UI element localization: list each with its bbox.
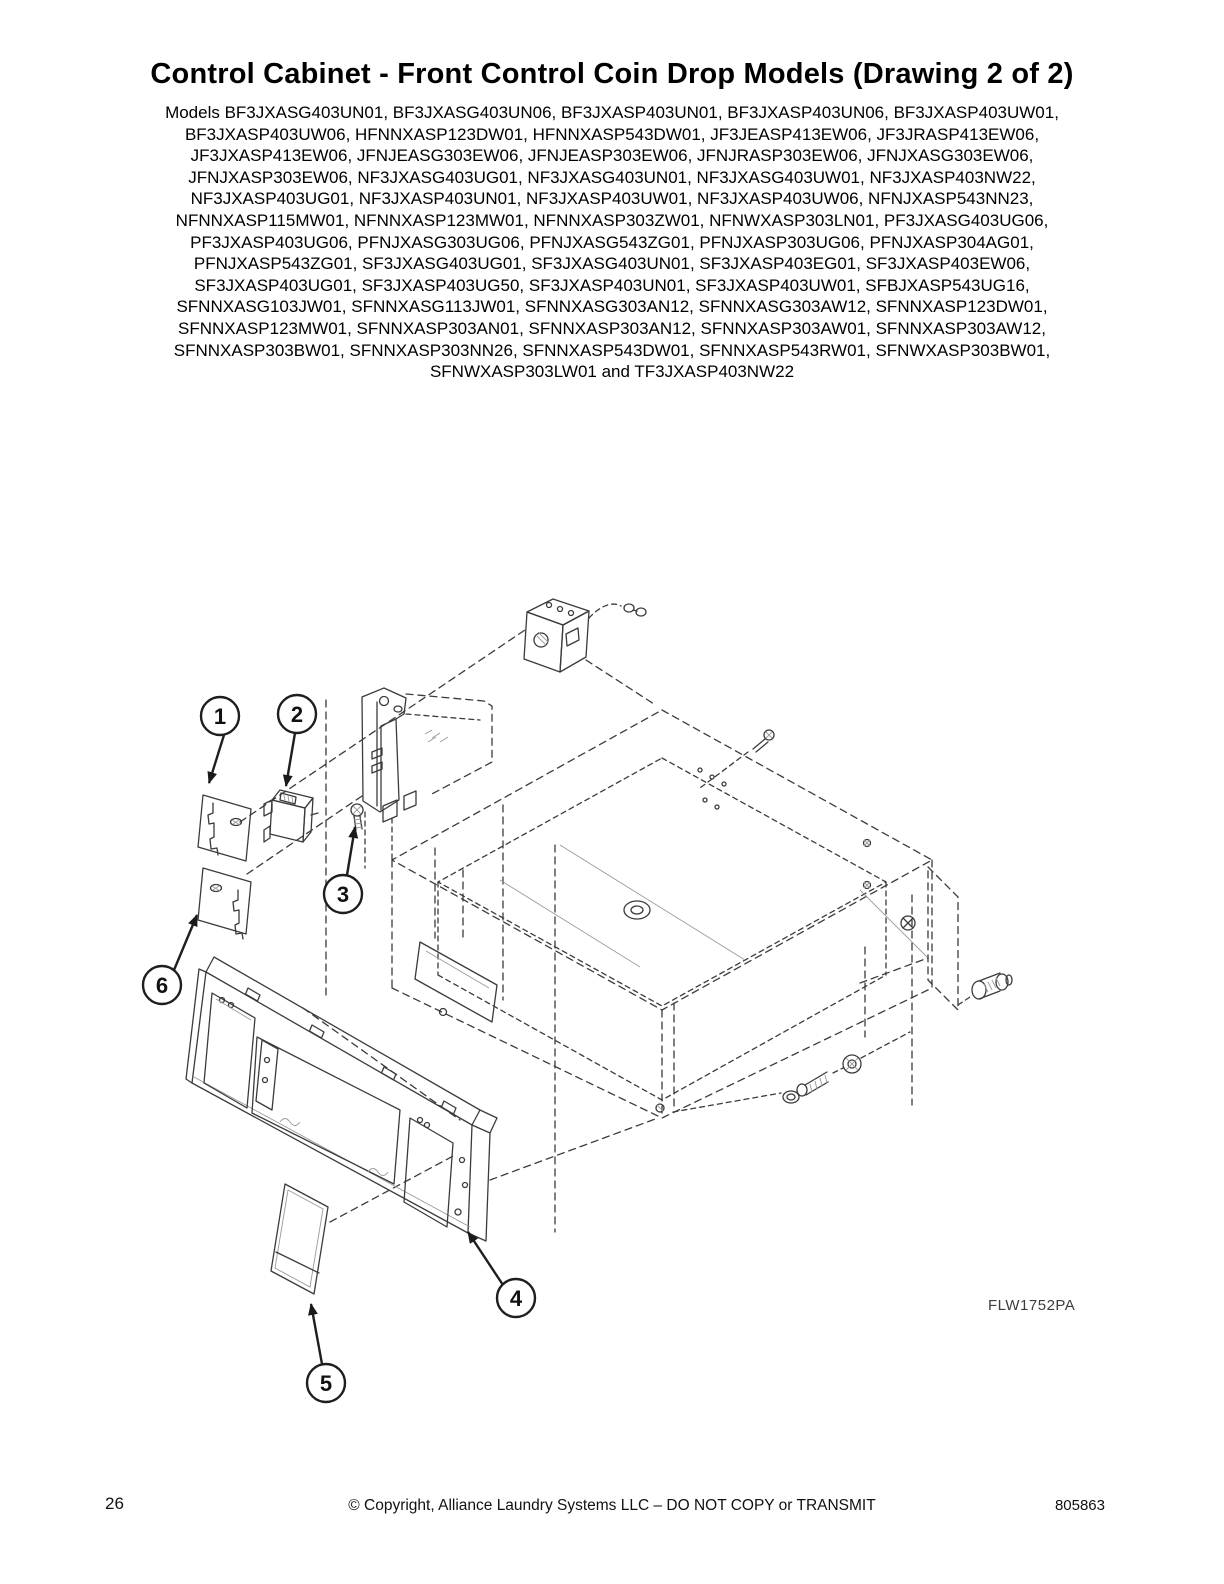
callout-6 [143, 915, 197, 1004]
model-list-line: PFNJXASP543ZG01, SF3JXASG403UG01, SF3JXASG403UN01, SF3JXASP403EG01, SF3JXASP403EW06, [193, 254, 1031, 274]
document-number: 805863 [1054, 1497, 1105, 1514]
grommet [843, 1032, 910, 1073]
model-list-line: SF3JXASP403UG01, SF3JXASP403UG50, SF3JXASP403UN01, SF3JXASP403UW01, SFBJXASP543UG16, [194, 275, 1030, 295]
callout-5-number: 5 [319, 1371, 333, 1396]
rear-side-panel [860, 867, 958, 1105]
control-panel [186, 957, 497, 1241]
callout-4-number: 4 [509, 1286, 523, 1311]
figure-code: FLW1752PA [988, 1297, 1076, 1314]
screw-top-right [700, 730, 774, 788]
threaded-insert [958, 973, 1012, 1005]
model-list-line: SFNNXASP303BW01, SFNNXASP303NN26, SFNNXASP543DW01, SFNNXASP543RW01, SFNWXASP303BW01, [173, 340, 1051, 360]
overlay-sticker-5 [271, 1184, 328, 1294]
callout-2-number: 2 [290, 702, 304, 727]
model-list-line: JF3JXASP413EW06, JFNJEASG303EW06, JFNJEASP303EW06, JFNJRASP303EW06, JFNJXASG303EW06, [190, 146, 1034, 166]
screw-with-washer [673, 1068, 843, 1112]
switch-2 [264, 790, 318, 842]
callout-4 [468, 1232, 535, 1317]
page-number: 26 [105, 1494, 124, 1513]
coin-drop-plate-1 [198, 795, 251, 861]
model-list-line: NF3JXASP403UG01, NF3JXASP403UN01, NF3JXASP403UW01, NF3JXASP403UW06, NFNJXASP543NN23, [190, 189, 1034, 209]
coin-drop-plate-6 [198, 868, 251, 939]
page-title: Control Cabinet - Front Control Coin Drop Models (Drawing 2 of 2) [150, 58, 1074, 90]
model-list-line: NFNNXASP115MW01, NFNNXASP123MW01, NFNNXASP303ZW01, NFNWXASP303LN01, PF3JXASG403UG06, [175, 210, 1049, 230]
callout-3 [324, 827, 362, 913]
model-list-line: PF3JXASP403UG06, PFNJXASG303UG06, PFNJXASG543ZG01, PFNJXASP303UG06, PFNJXASP304AG01, [190, 232, 1034, 252]
cabinet-frame [392, 710, 932, 1118]
callout-3-number: 3 [336, 882, 350, 907]
model-list-line: SFNWXASP303LW01 and TF3JXASP403NW22 [429, 362, 795, 382]
model-list-line: BF3JXASP403UW06, HFNNXASP123DW01, HFNNXASP543DW01, JF3JEASP413EW06, JF3JRASP413EW06, [184, 124, 1040, 144]
model-list-line: Models BF3JXASG403UN01, BF3JXASG403UN06, BF3JXASP403UN01, BF3JXASP403UN06, BF3JXASP403UW01, [165, 103, 1059, 122]
callout-5 [307, 1304, 345, 1402]
model-list-line: SFNNXASG103JW01, SFNNXASG113JW01, SFNNXASG303AN12, SFNNXASG303AW12, SFNNXASP123DW01, [176, 297, 1048, 317]
callout-6-number: 6 [155, 973, 169, 998]
callout-1-number: 1 [213, 704, 227, 729]
copyright-notice: © Copyright, Alliance Laundry Systems LLC – DO NOT COPY or TRANSMIT [348, 1497, 876, 1514]
model-list-line: SFNNXASP123MW01, SFNNXASP303AN01, SFNNXASP303AN12, SFNNXASP303AW01, SFNNXASP303AW12, [178, 318, 1046, 338]
model-list-line: JFNJXASP303EW06, NF3JXASG403UG01, NF3JXASG403UN01, NF3JXASG403UW01, NF3JXASP403NW22, [188, 167, 1036, 187]
callout-1 [201, 697, 239, 783]
screw-3 [351, 804, 363, 830]
coin-drop-assembly [524, 599, 654, 704]
callout-2 [278, 695, 316, 786]
